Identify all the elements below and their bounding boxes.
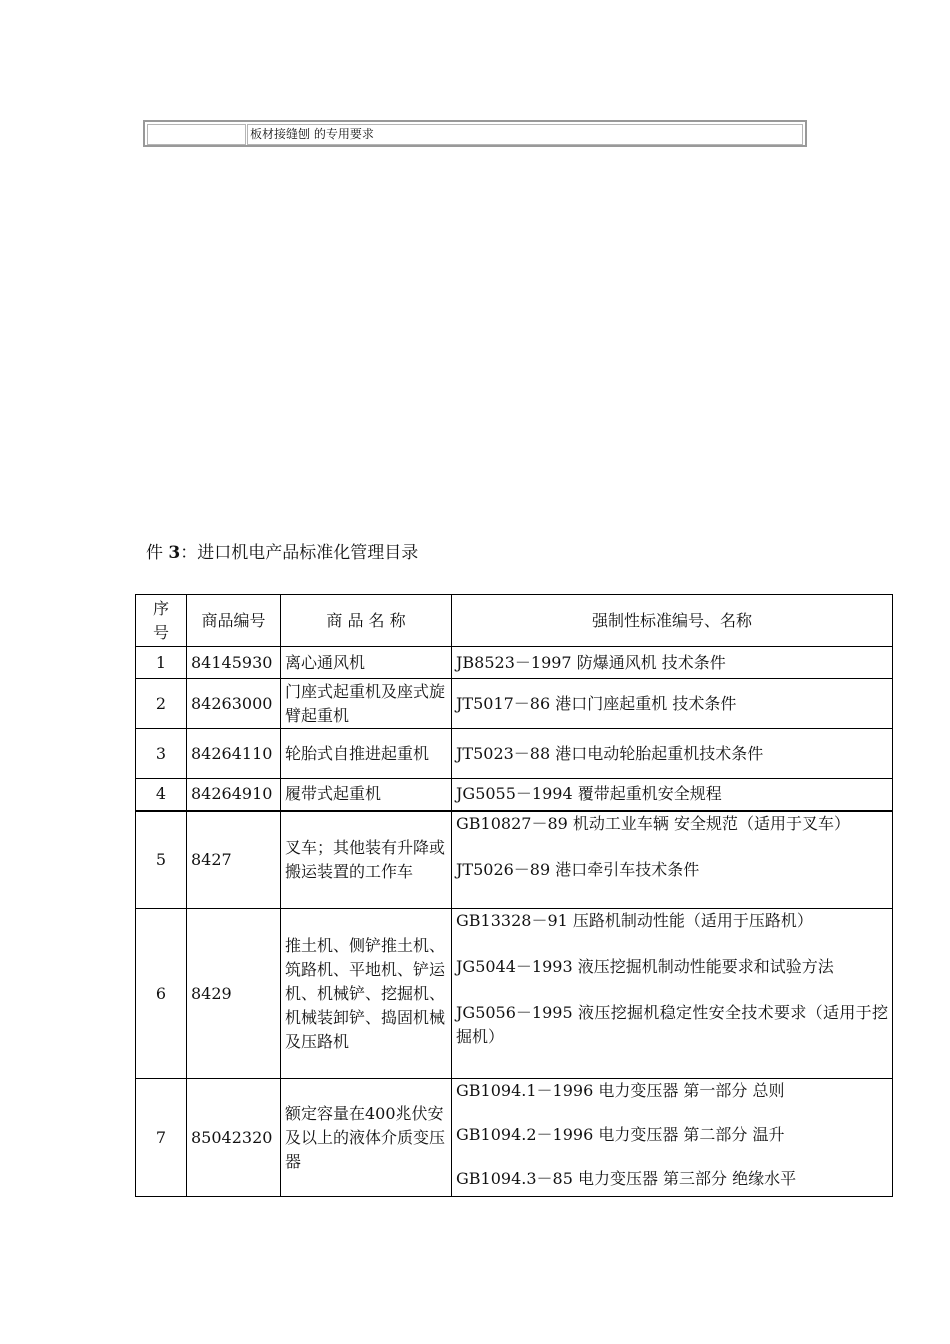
row-code: 84264110 (187, 729, 281, 779)
standard-entry: GB10827－89 机动工业车辆 安全规范（适用于叉车） (456, 813, 850, 833)
row-standard: JT5017－86 港口门座起重机 技术条件 (452, 679, 893, 729)
row-index: 6 (136, 909, 187, 1079)
row-standard: JT5023－88 港口电动轮胎起重机技术条件 (452, 729, 893, 779)
row-name: 叉车；其他装有升降或搬运装置的工作车 (281, 811, 452, 909)
table-row (136, 679, 893, 729)
annex-heading (146, 538, 418, 563)
header-standard: 强制性标准编号、名称 (452, 595, 893, 647)
row-name: 推土机、侧铲推土机、筑路机、平地机、铲运机、机械铲、挖掘机、机械装卸铲、捣固机械及压路机 (281, 909, 452, 1079)
row-index: 4 (136, 779, 187, 811)
top-table-text-cell: 板材接缝刨 的专用要求 (247, 124, 803, 145)
standard-entry: JG5044－1993 液压挖掘机制动性能要求和试验方法 (456, 957, 834, 976)
row-code: 8427 (187, 811, 281, 909)
row-name: 门座式起重机及座式旋臂起重机 (281, 679, 452, 729)
annex-prefix: 件 (146, 543, 169, 563)
table-header-row (136, 595, 893, 647)
top-table-empty-cell (147, 124, 246, 145)
row-name: 离心通风机 (281, 647, 452, 679)
annex-number: 3 (168, 543, 181, 563)
header-code: 商品编号 (187, 595, 281, 647)
standard-entry: GB13328－91 压路机制动性能（适用于压路机） (456, 911, 813, 930)
table-row (136, 647, 893, 679)
table-row (136, 729, 893, 779)
standard-entry: JT5026－89 港口牵引车技术条件 (456, 859, 700, 879)
row-name: 履带式起重机 (281, 779, 452, 811)
top-table-fragment (143, 120, 807, 147)
annex-title: 进口机电产品标准化管理目录 (197, 543, 419, 563)
annex-colon: ： (180, 543, 198, 563)
row-index: 5 (136, 811, 187, 909)
row-code: 84263000 (187, 679, 281, 729)
table-row (136, 811, 893, 909)
table-row (136, 1079, 893, 1197)
row-name: 额定容量在400兆伏安及以上的液体介质变压器 (281, 1079, 452, 1197)
row-index: 1 (136, 647, 187, 679)
table-row (136, 779, 893, 811)
header-name: 商 品 名 称 (281, 595, 452, 647)
row-code: 8429 (187, 909, 281, 1079)
row-index: 2 (136, 679, 187, 729)
standard-entry: GB1094.3－85 电力变压器 第三部分 绝缘水平 (456, 1169, 797, 1188)
row-name: 轮胎式自推进起重机 (281, 729, 452, 779)
standard-entry: JG5056－1995 液压挖掘机稳定性安全技术要求（适用于挖掘机） (456, 1003, 888, 1046)
row-standards (452, 1079, 893, 1197)
row-standards (452, 909, 893, 1079)
row-index: 7 (136, 1079, 187, 1197)
header-index: 序 号 (136, 595, 187, 647)
row-standard: JB8523－1997 防爆通风机 技术条件 (452, 647, 893, 679)
row-standard: JG5055－1994 覆带起重机安全规程 (452, 779, 893, 811)
row-code: 84264910 (187, 779, 281, 811)
standard-entry: GB1094.1－1996 电力变压器 第一部分 总则 (456, 1081, 785, 1100)
row-code: 85042320 (187, 1079, 281, 1197)
standards-catalog-table (135, 594, 893, 1197)
table-row (136, 909, 893, 1079)
row-standards (452, 811, 893, 909)
standard-entry: GB1094.2－1996 电力变压器 第二部分 温升 (456, 1125, 785, 1144)
row-code: 84145930 (187, 647, 281, 679)
row-index: 3 (136, 729, 187, 779)
